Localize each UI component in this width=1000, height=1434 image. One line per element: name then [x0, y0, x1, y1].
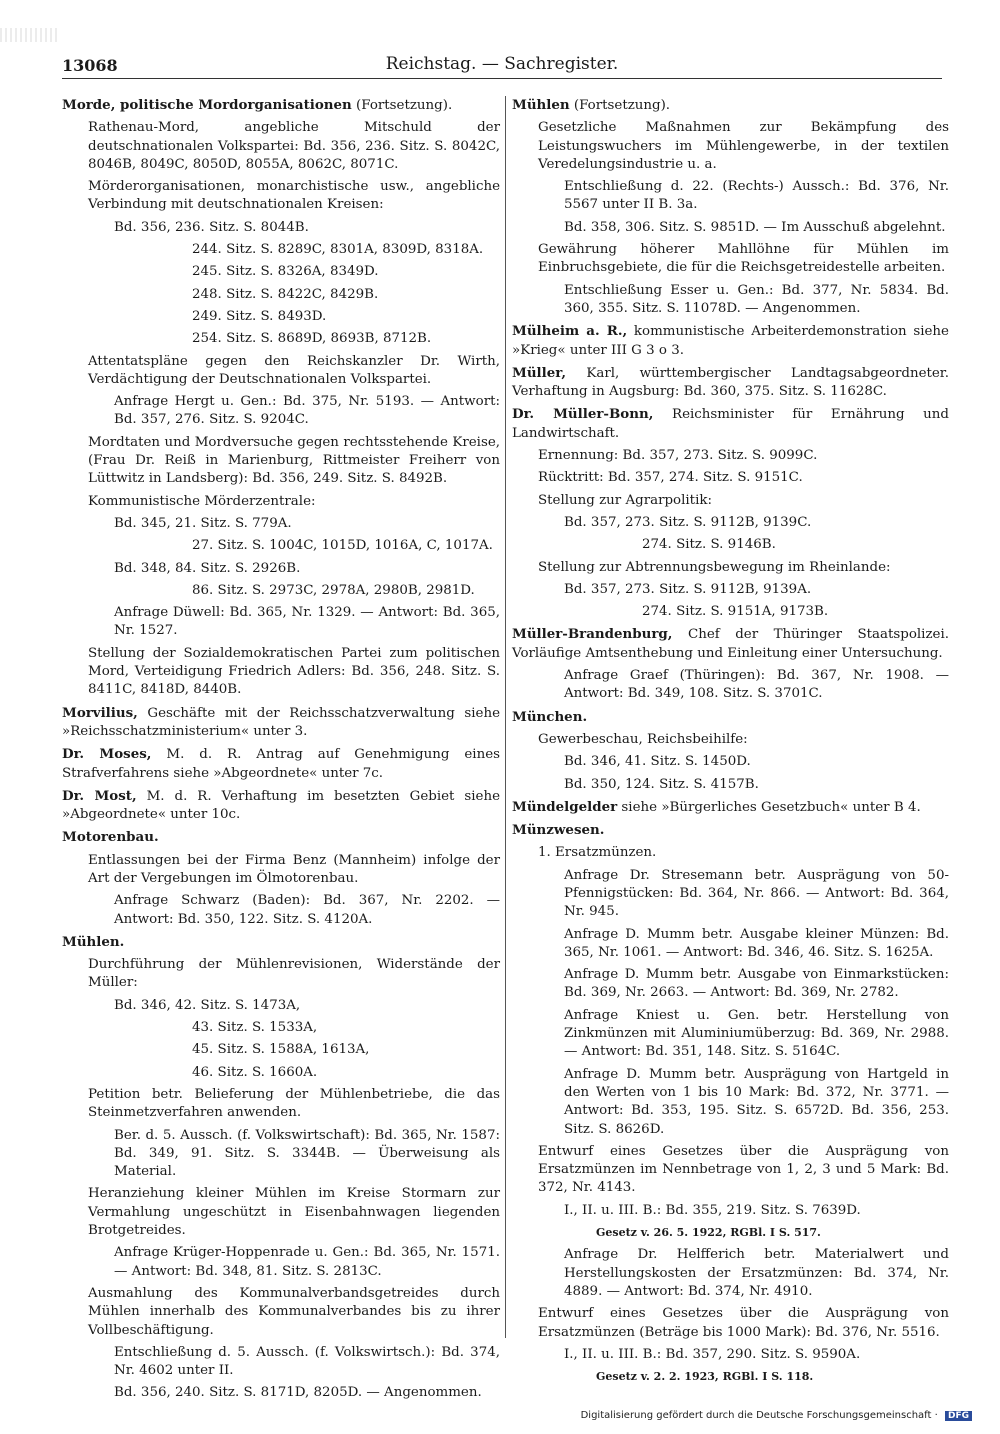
index-subentry: I., II. u. III. B.: Bd. 355, 219. Sitz. S. 7639D. [564, 1202, 861, 1218]
index-subentry: Attentatspläne gegen den Reichskanzler Dr. Wirth, Verdächtigung der Deutschnationalen Volkspartei. [88, 353, 500, 387]
index-subentry: 274. Sitz. S. 9151A, 9173B. [642, 604, 829, 620]
index-entry [512, 364, 949, 402]
index-subentry: Bd. 357, 273. Sitz. S. 9112B, 9139C. [564, 514, 812, 530]
entry-heading: Münzwesen. [512, 822, 605, 839]
index-entry [512, 322, 949, 360]
index-entry [62, 745, 500, 783]
entry-text: Reichsminister für Ernährung und Landwirtschaft. [512, 407, 949, 441]
index-entry [512, 798, 949, 817]
index-entry [62, 828, 500, 847]
column-divider [505, 96, 506, 1338]
index-subentry: Entschließung d. 22. (Rechts-) Aussch.: Bd. 376, Nr. 5567 unter II B. 3a. [564, 179, 949, 213]
index-subentry: Anfrage Düwell: Bd. 365, Nr. 1329. — Antwort: Bd. 365, Nr. 1527. [114, 605, 500, 639]
entry-heading: Dr. Moses, [62, 746, 152, 763]
footer-text: Digitalisierung gefördert durch die Deutsche Forschungsgemeinschaft [580, 1410, 932, 1421]
index-subentry: Ernennung: Bd. 357, 273. Sitz. S. 9099C. [538, 448, 818, 464]
entry-heading: München. [512, 708, 588, 725]
index-subentry: 274. Sitz. S. 9146B. [642, 537, 776, 553]
index-subentry: Entwurf eines Gesetzes über die Ausprägung von Ersatzmünzen im Nennbetrage von 1, 2, 3 und 5 Mark: Bd. 372, Nr. 4143. [538, 1143, 949, 1196]
index-subentry: 254. Sitz. S. 8689D, 8693B, 8712B. [192, 331, 432, 347]
index-subentry: Stellung der Sozialdemokratischen Partei zum politischen Mord, Verteidigung Friedrich Adlers: Bd. 356, 248. Sitz. S. 8411C, 8418D, 8440B. [88, 645, 500, 698]
index-subentry: 43. Sitz. S. 1533A, [192, 1020, 318, 1036]
entry-heading: Dr. Müller-Bonn, [512, 406, 654, 423]
left-column [62, 96, 500, 1407]
index-subentry: Anfrage D. Mumm betr. Ausgabe von Einmarkstücken: Bd. 369, Nr. 2663. — Antwort: Bd. 369, Nr. 2782. [564, 967, 949, 1001]
right-column [512, 96, 949, 1390]
entry-text: (Fortsetzung). [351, 98, 453, 113]
index-entry [62, 704, 500, 742]
index-subentry: 46. Sitz. S. 1660A. [192, 1064, 318, 1080]
index-subentry: Bd. 346, 42. Sitz. S. 1473A, [114, 997, 301, 1013]
entry-text: Geschäfte mit der Reichsschatzverwaltung siehe »Reichsschatzministerium« unter 3. [62, 705, 500, 739]
index-entry [512, 708, 949, 727]
index-entry [62, 96, 500, 115]
index-subentry: 86. Sitz. S. 2973C, 2978A, 2980B, 2981D. [192, 582, 475, 598]
footer-credit: Digitalisierung gefördert durch die Deutsche Forschungsgemeinschaft · DFG [581, 1410, 972, 1421]
entry-heading: Dr. Most, [62, 787, 137, 804]
page-header [62, 52, 942, 79]
index-subentry: Bd. 346, 41. Sitz. S. 1450D. [564, 754, 751, 770]
entry-heading: Morde, politische Mordorganisationen [62, 97, 352, 113]
entry-heading: Mühlen. [62, 933, 125, 950]
index-subentry: Entlassungen bei der Firma Benz (Mannheim) infolge der Art der Vergebungen im Ölmotorenbau. [88, 852, 500, 886]
index-subentry: Rücktritt: Bd. 357, 274. Sitz. S. 9151C. [538, 470, 803, 486]
index-subentry: Rathenau-Mord, angebliche Mitschuld der deutschnationalen Volkspartei: Bd. 356, 236. Sitz. S. 8042C, 8046B, 8049C, 8050D, 8055A, 8062C, 8071C. [88, 120, 500, 172]
index-subentry: 248. Sitz. S. 8422C, 8429B. [192, 286, 379, 302]
index-subentry: Mordtaten und Mordversuche gegen rechtsstehende Kreise, (Frau Dr. Reiß in Marienburg, Rittmeister Freiherr von Lüttwitz in Landsberg): Bd. 356, 249. Sitz. S. 8492B. [88, 434, 500, 487]
entry-text: M. d. R. Antrag auf Genehmigung eines Strafverfahrens siehe »Abgeordnete« unter 7c. [62, 747, 500, 781]
index-subentry: 45. Sitz. S. 1588A, 1613A, [192, 1042, 370, 1058]
index-subentry: 1. Ersatzmünzen. [538, 845, 657, 861]
entry-text: Chef der Thüringer Staatspolizei. Vorläufige Amtsenthebung und Einleitung einer Untersuchung. [512, 627, 949, 661]
index-subentry: Stellung zur Abtrennungsbewegung im Rheinlande: [538, 559, 891, 575]
index-subentry: I., II. u. III. B.: Bd. 357, 290. Sitz. S. 9590A. [564, 1346, 861, 1362]
page-number: 13068 [62, 56, 118, 75]
index-entry [62, 933, 500, 952]
index-subentry: Ber. d. 5. Aussch. (f. Volkswirtschaft): Bd. 365, Nr. 1587: Bd. 349, 91. Sitz. S. 3344B. — Überweisung als Material. [114, 1127, 500, 1180]
entry-heading: Motorenbau. [62, 829, 159, 846]
entry-heading: Müller-Brandenburg, [512, 626, 673, 643]
entry-heading: Müller, [512, 364, 566, 381]
index-subentry: Gesetzliche Maßnahmen zur Bekämpfung des Leistungswuchers im Mühlengewerbe, in der textilen Veredelungsindustrie u. a. [538, 120, 949, 172]
index-subentry: Durchführung der Mühlenrevisionen, Widerstände der Müller: [88, 957, 500, 991]
index-subentry: Bd. 345, 21. Sitz. S. 779A. [114, 515, 292, 531]
running-head: Reichstag. — Sachregister. [385, 54, 619, 74]
index-subentry: Entschließung d. 5. Aussch. (f. Volkswirtsch.): Bd. 374, Nr. 4602 unter II. [114, 1344, 500, 1379]
index-subentry: Entwurf eines Gesetzes über die Ausprägung von Ersatzmünzen (Beträge bis 1000 Mark): Bd. 376, Nr. 5516. [538, 1306, 949, 1340]
dfg-logo: DFG [945, 1411, 972, 1421]
index-subentry: 244. Sitz. S. 8289C, 8301A, 8309D, 8318A. [192, 242, 484, 258]
entry-heading: Mündelgelder [512, 798, 618, 815]
index-subentry: Anfrage Kniest u. Gen. betr. Herstellung von Zinkmünzen mit Aluminiumüberzug: Bd. 369, Nr. 2988. — Antwort: Bd. 351, 148. Sitz. S. 5164C. [564, 1007, 949, 1060]
entry-heading: Mülheim a. R., [512, 323, 628, 340]
index-subentry: Ausmahlung des Kommunalverbandsgetreides durch Mühlen innerhalb des Kommunalverbandes bis zu ihrer Vollbeschäftigung. [88, 1285, 500, 1338]
scan-artifact [0, 28, 60, 42]
entry-heading: Mühlen [512, 97, 570, 113]
index-subentry: Heranziehung kleiner Mühlen im Kreise Stormarn zur Vermahlung ungeschützt in Eisenbahnwagen liegenden Brotgetreides. [88, 1186, 500, 1239]
index-subentry: Bd. 358, 306. Sitz. S. 9851D. — Im Ausschuß abgelehnt. [564, 219, 946, 235]
index-subentry: Anfrage Graef (Thüringen): Bd. 367, Nr. 1908. — Antwort: Bd. 349, 108. Sitz. S. 3701C. [564, 668, 949, 702]
index-subentry: Gewerbeschau, Reichsbeihilfe: [538, 731, 748, 747]
entry-text: M. d. R. Verhaftung im besetzten Gebiet siehe »Abgeordnete« unter 10c. [62, 788, 500, 823]
index-entry [512, 821, 949, 840]
index-subentry: Bd. 348, 84. Sitz. S. 2926B. [114, 560, 301, 576]
index-subentry: Bd. 350, 124. Sitz. S. 4157B. [564, 776, 759, 792]
index-subentry: Bd. 356, 236. Sitz. S. 8044B. [114, 219, 309, 235]
index-entry [512, 405, 949, 443]
index-subentry: 249. Sitz. S. 8493D. [192, 308, 327, 324]
index-subentry: Stellung zur Agrarpolitik: [538, 492, 712, 508]
index-subentry: Anfrage D. Mumm betr. Ausgabe kleiner Münzen: Bd. 365, Nr. 1061. — Antwort: Bd. 346, 46. Sitz. S. 1625A. [564, 926, 949, 960]
entry-text: (Fortsetzung). [569, 98, 671, 113]
index-subentry: Anfrage Dr. Helfferich betr. Materialwert und Herstellungskosten der Ersatzmünzen: Bd. 374, Nr. 4889. — Antwort: Bd. 374, Nr. 4910. [564, 1247, 949, 1299]
entry-text: Karl, württembergischer Landtagsabgeordneter. Verhaftung in Augsburg: Bd. 360, 375. Sitz. S. 11628C. [512, 365, 949, 400]
index-subentry: Anfrage Krüger-Hoppenrade u. Gen.: Bd. 365, Nr. 1571. — Antwort: Bd. 348, 81. Sitz. S. 2813C. [114, 1245, 500, 1279]
index-entry [512, 96, 949, 115]
entry-text: siehe »Bürgerliches Gesetzbuch« unter B 4. [617, 799, 921, 815]
index-subentry: Anfrage Dr. Stresemann betr. Ausprägung von 50-Pfennigstücken: Bd. 364, Nr. 866. — Antwort: Bd. 364, Nr. 945. [564, 867, 949, 920]
law-reference: Gesetz v. 26. 5. 1922, RGBl. I S. 517. [596, 1226, 821, 1240]
index-subentry: Bd. 356, 240. Sitz. S. 8171D, 8205D. — Angenommen. [114, 1385, 482, 1401]
index-subentry: Gewährung höherer Mahllöhne für Mühlen im Einbruchsgebiete, die für die Reichsgetreidestelle arbeiten. [538, 242, 949, 276]
index-subentry: 245. Sitz. S. 8326A, 8349D. [192, 264, 379, 280]
entry-heading: Morvilius, [62, 704, 138, 721]
index-subentry: Kommunistische Mörderzentrale: [88, 493, 316, 509]
index-subentry: Mörderorganisationen, monarchistische usw., angebliche Verbindung mit deutschnationalen Kreisen: [88, 179, 500, 213]
index-subentry: 27. Sitz. S. 1004C, 1015D, 1016A, C, 1017A. [192, 538, 493, 554]
entry-text: kommunistische Arbeiterdemonstration siehe »Krieg« unter III G 3 o 3. [512, 324, 949, 358]
law-reference: Gesetz v. 2. 2. 1923, RGBl. I S. 118. [596, 1370, 814, 1384]
index-subentry: Entschließung Esser u. Gen.: Bd. 377, Nr. 5834. Bd. 360, 355. Sitz. S. 11078D. — Angenommen. [564, 282, 949, 316]
index-entry [512, 625, 949, 663]
index-subentry: Bd. 357, 273. Sitz. S. 9112B, 9139A. [564, 581, 812, 597]
index-subentry: Anfrage D. Mumm betr. Ausprägung von Hartgeld in den Werten von 1 bis 10 Mark: Bd. 372, Nr. 3771. — Antwort: Bd. 353, 195. Sitz. S. 6572D. Bd. 356, 253. Sitz. S. 8626D. [564, 1066, 949, 1137]
index-subentry: Petition betr. Belieferung der Mühlenbetriebe, die das Steinmetzverfahren anwenden. [88, 1086, 500, 1121]
index-subentry: Anfrage Hergt u. Gen.: Bd. 375, Nr. 5193. — Antwort: Bd. 357, 276. Sitz. S. 9204C. [114, 394, 500, 428]
index-subentry: Anfrage Schwarz (Baden): Bd. 367, Nr. 2202. — Antwort: Bd. 350, 122. Sitz. S. 4120A. [114, 893, 500, 927]
index-entry [62, 787, 500, 825]
